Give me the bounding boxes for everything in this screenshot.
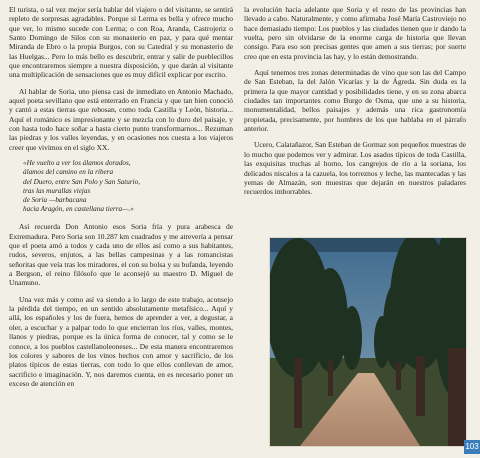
poem-quote bbox=[23, 159, 233, 214]
left-text-column bbox=[9, 5, 233, 395]
paragraph: El turista, o tal vez mejor sería hablar del viajero o del visitante, se sentirá repleto de sorpresas agradables. Porque si Lerma es bella y ofrece mucho que ver, lo mismo sucede con Lerma; o con Roa, Aranda, Castrojeriz o Santo Domingo de Silos con su monasterio en paz, y para qué mentar Miranda de Ebro o la propia Burgos, con su Catedral y su monasterio de las Huelgas... Pero lo más bello es descubrir, entrar y salir de pueblecillos que encontraremos siempre a nuestra disposición, y que darán al visitante una multiplicación de sensaciones que es muy difícil explicar por escrito. bbox=[9, 5, 233, 80]
right-text-column bbox=[244, 5, 466, 204]
poplar-road-photo bbox=[269, 237, 467, 447]
paragraph: Así recuerda Don Antonio esos Soria fría y pura arabesca de Extremadura. Pero Soria son 10.287 km cuadrados y me atrevería a pensar que el poeta amó a todos y cada uno de ellos así como a sus habitantes, rudos, severos, enjutos, a las bellas campesinas y a las romancistas señoritas que veía tras los miradores, el con su bolsa y su bufanda, leyendo a Bergson, el reino filósofo que le aconsejó su maestro D. Miguel de Unamuno. bbox=[9, 222, 233, 288]
poem-line: «He vuelto a ver los álamos dorados, bbox=[23, 159, 131, 168]
poem-line: tras las murallas viejas bbox=[23, 186, 91, 195]
poem-line: álamos del camino en la ribera bbox=[23, 168, 114, 177]
page-number: 103 bbox=[464, 440, 480, 454]
poplar-road-illustration bbox=[270, 238, 466, 446]
poem-line: hacia Aragón, en castellana tierra—.» bbox=[23, 205, 134, 214]
paragraph: Ucero, Calatañazor, San Esteban de Gormaz son pequeños muestras de lo mucho que podemos ver y admirar. Los asados típicos de toda Castilla, las exquisitas truchas al horno, los cangrejos de río a la soriana, los delicados niscalos a la cazuela, los torreznos y leche, las mantecadas y las yemas de Almazán, son muestras que dejarán en nuestros paladares recuerdos imborrables. bbox=[244, 140, 466, 197]
paragraph: Al hablar de Soria, uno piensa casi de inmediato en Antonio Machado, aquel poeta sevillano que está enterrado en Francia y que tan bien conoció y cantó a estas tierras que rebosan, como toda Castilla y León, historia... Aquí el románico es impresionante y se mezcla con lo duro del paisaje, y con hasta todo hace soñar a hasta cierto punto transformarnos... Rezuman las piedras y los valles leyendas, y en ocasiones nos cuesta a los viajeros creer que vivimos en el siglo XX. bbox=[9, 86, 233, 152]
paragraph: Aquí tenemos tres zonas determinadas de vino que son las del Campo de San Esteban, la del Jalón Vicarías y la de Ágreda. Sin duda es la primera la que mayor cantidad y posibilidades tiene, y en su zona abarca ciudades tan importantes como Burgo de Osma, que une a su historia, monumentalidad, bellos paisajes y además una rica gastronomía propietada, precisamente, por hombres de los que hablaba en el párrafo anterior. bbox=[244, 68, 466, 134]
paragraph: Una vez más y como así va siendo a lo largo de este trabajo, aconsejo la pérdida del tiempo, en un sentido absolutamente metafísico... Aquí y allá, los españoles y los de fuera, hemos de aprender a ver, a degustar, a oler, a escuchar y a palpar todo lo que encierran los ríos, valles, montes, llanos y piedras, porque es la única forma de conocer, tal y como se le conoce, a los pueblos castellanoleoneses... De esta manera encontraremos los colores y sabores de los vinos hechos con amor y sacrificio, de los platos típicos de estas tierras, con todo lo que ellos conllevan de amor, sacrificio e imaginación. Y, nos daremos cuenta, en es necesario poner un exceso de atención en bbox=[9, 294, 233, 388]
poem-line: del Duero, entre San Polo y San Saturio, bbox=[23, 177, 141, 186]
paragraph: la evolución hacia adelante que Soria y el resto de las provincias han llevado a cabo. Naturalmente, y como afirmaba José María Castroviejo no hace demasiado tiempo: Los pueblos y las ciudades tienen que ir dando la vuelta, pero sin olvidarse de la enorme carga de historia que llevan consigo. Para eso son precisas gentes que amen a sus tierras; por suerte creo que en esta provincia las hay, y lo están demostrando. bbox=[244, 5, 466, 61]
poem-line: de Soria —barbacana bbox=[23, 195, 87, 204]
